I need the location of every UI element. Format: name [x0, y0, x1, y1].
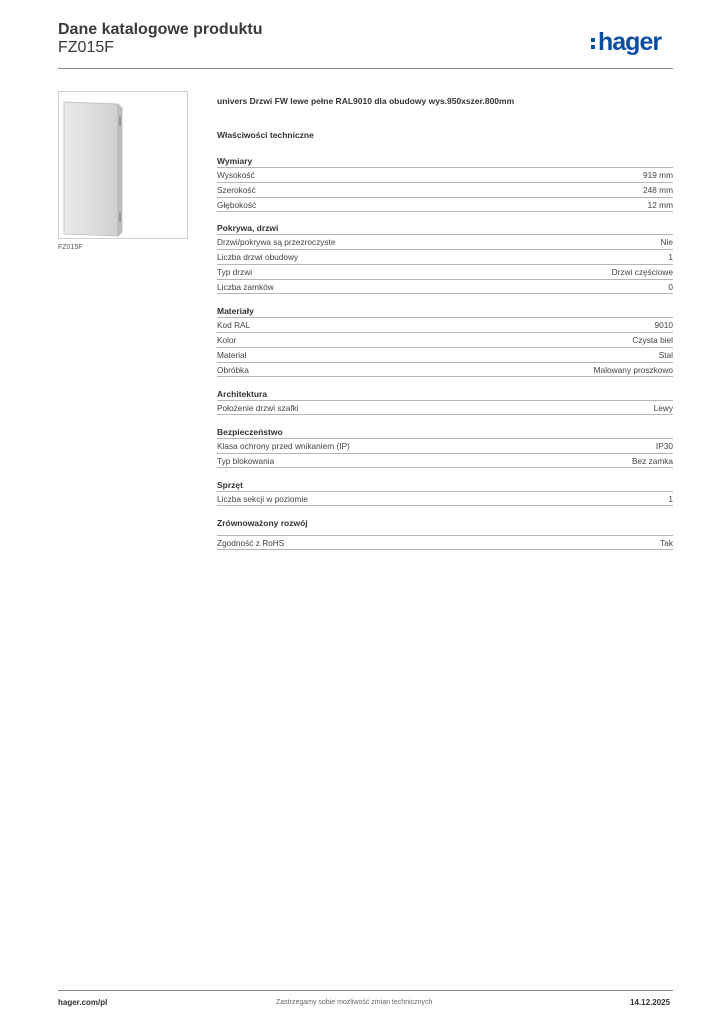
table-row: [217, 182, 673, 197]
section-title: Bezpieczeństwo: [217, 427, 283, 437]
row-label: Materiał: [217, 350, 247, 360]
row-label: Położenie drzwi szafki: [217, 403, 299, 413]
row-label: Kod RAL: [217, 320, 251, 330]
row-label: Typ blokowania: [217, 456, 275, 466]
row-value: Bez zamka: [631, 456, 673, 466]
logo-text: hager: [598, 27, 662, 56]
table-row: [217, 332, 673, 347]
row-label: Klasa ochrony przed wnikaniem (IP): [217, 441, 350, 451]
door-panel-icon: [62, 100, 123, 238]
row-value: Tak: [660, 538, 673, 548]
section-title: Pokrywa, drzwi: [217, 223, 279, 233]
image-caption: FZ015F: [58, 244, 83, 251]
row-value: 12 mm: [647, 200, 673, 210]
row-value: IP30: [655, 441, 673, 451]
row-value: 1: [668, 252, 673, 262]
row-value: 919 mm: [643, 170, 673, 180]
row-value: Lewy: [653, 403, 673, 413]
properties-heading: Właściwości techniczne: [217, 130, 314, 140]
logo-colon-icon: [591, 38, 595, 49]
section-architecture: [217, 388, 673, 415]
page-title: Dane katalogowe produktu: [58, 21, 263, 38]
row-value: Drzwi częściowe: [611, 267, 673, 277]
product-code: FZ015F: [58, 39, 115, 56]
row-label: Kolor: [217, 335, 237, 345]
table-row: [217, 249, 673, 264]
header-divider: [58, 68, 673, 69]
footer-date: 14.12.2025: [630, 998, 671, 1007]
row-value: Nie: [660, 237, 673, 247]
table-row: [217, 264, 673, 279]
section-dimensions: [217, 155, 673, 212]
section-title: Architektura: [217, 389, 268, 399]
section-title: Wymiary: [217, 156, 253, 166]
row-label: Drzwi/pokrywa są przezroczyste: [217, 237, 336, 247]
table-row: [217, 197, 673, 212]
row-value: Malowany proszkowo: [593, 365, 673, 375]
row-label: Typ drzwi: [217, 267, 253, 277]
section-cover-door: [217, 222, 673, 294]
row-value: Czysta biel: [632, 335, 673, 345]
footer-divider: [58, 990, 673, 991]
section-materials: [217, 305, 673, 377]
section-safety: [217, 426, 673, 468]
row-label: Wysokość: [217, 170, 255, 180]
section-hardware: [217, 479, 673, 506]
row-value: 248 mm: [643, 185, 673, 195]
table-row: [217, 362, 673, 377]
table-row: [217, 234, 673, 249]
row-label: Szerokość: [217, 185, 256, 195]
table-row: [217, 438, 673, 453]
section-title: Zrównoważony rozwój: [217, 518, 308, 528]
table-row: [217, 279, 673, 294]
row-label: Głębokość: [217, 200, 257, 210]
table-row: [217, 535, 673, 550]
section-title: Sprzęt: [217, 480, 243, 490]
product-description: univers Drzwi FW lewe pełne RAL9010 dla obudowy wys.950xszer.800mm: [217, 96, 515, 106]
footer-website: hager.com/pl: [58, 998, 108, 1007]
row-label: Liczba drzwi obudowy: [217, 252, 299, 262]
footer-notice: Zastrzegamy sobie możliwość zmian technicznych: [276, 999, 433, 1006]
section-sustainability: [217, 517, 673, 550]
row-value: 9010: [654, 320, 673, 330]
section-title: Materiały: [217, 306, 254, 316]
table-row: [217, 453, 673, 468]
table-row: [217, 167, 673, 182]
row-value: 0: [668, 282, 673, 292]
table-row: [217, 347, 673, 362]
row-value: 1: [668, 494, 673, 504]
row-label: Zgodność z RoHS: [217, 538, 285, 548]
row-label: Liczba sekcji w poziomie: [217, 494, 308, 504]
row-label: Liczba zamków: [217, 282, 274, 292]
row-value: Stal: [658, 350, 673, 360]
table-row: [217, 317, 673, 332]
table-row: [217, 400, 673, 415]
table-row: [217, 491, 673, 506]
hager-logo: [591, 27, 673, 57]
row-label: Obróbka: [217, 365, 249, 375]
